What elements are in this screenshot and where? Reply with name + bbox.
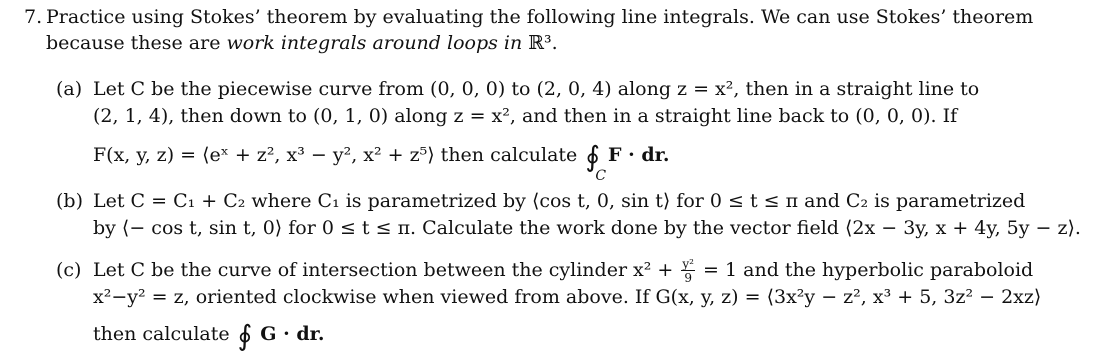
part-c-line-1-suffix: = 1 and the hyperbolic paraboloid <box>703 259 1034 281</box>
part-c-line-1-prefix: Let C be the curve of intersection between the cylinder x² + <box>93 259 674 281</box>
part-a-line-3-prefix: F(x, y, z) = ⟨eˣ + z², x³ − y², x² + z⁵⟩ then calculate <box>93 144 578 166</box>
fraction-numerator: y² <box>682 257 694 271</box>
part-a-label: (a) <box>56 78 83 100</box>
fraction-denominator: 9 <box>684 271 693 285</box>
part-c-fraction <box>681 258 695 284</box>
part-c-line-2: x²−y² = z, oriented clockwise when viewed from above. If G(x, y, z) = ⟨3x²y − z², x³ + 5, 3z² − 2xz⟩ <box>93 286 1042 308</box>
part-a-line-1: Let C be the piecewise curve from (0, 0, 0) to (2, 0, 4) along z = x², then in a straight line to <box>93 78 980 100</box>
contour-integral-symbol: ∮ <box>237 319 253 352</box>
intro-line-2-emphasis: work integrals around loops in <box>226 32 523 54</box>
contour-integral-icon <box>583 140 607 184</box>
part-b-label: (b) <box>56 190 83 212</box>
part-c-line-1 <box>93 258 1033 284</box>
part-a-line-3 <box>93 140 670 184</box>
part-c-line-3 <box>93 319 325 352</box>
contour-integral-subscript: C <box>595 168 607 184</box>
part-c-label: (c) <box>56 259 82 281</box>
intro-line-2 <box>46 31 558 55</box>
intro-line-1: Practice using Stokes’ theorem by evaluating the following line integrals. We can use Stokes’ theorem <box>46 6 1034 28</box>
intro-line-2-math: ℝ³. <box>528 32 558 54</box>
part-a-line-2: (2, 1, 4), then down to (0, 1, 0) along z = x², and then in a straight line back to (0, 0, 0). If <box>93 105 958 127</box>
contour-integral-icon <box>236 319 255 352</box>
part-b-line-1: Let C = C₁ + C₂ where C₁ is parametrized by ⟨cos t, 0, sin t⟩ for 0 ≤ t ≤ π and C₂ is parametrized <box>93 190 1026 212</box>
part-c-integrand: G · dr. <box>260 323 325 345</box>
part-a-integrand: F · dr. <box>607 144 670 166</box>
part-c-line-3-prefix: then calculate <box>93 323 230 345</box>
intro-line-2-prefix: because these are <box>46 32 227 54</box>
part-b-line-2: by ⟨− cos t, sin t, 0⟩ for 0 ≤ t ≤ π. Calculate the work done by the vector field ⟨2x − 3y, x + 4y, 5y − z⟩. <box>93 217 1081 239</box>
problem-number: 7. <box>24 6 43 28</box>
contour-integral-symbol: ∮ <box>585 140 600 173</box>
